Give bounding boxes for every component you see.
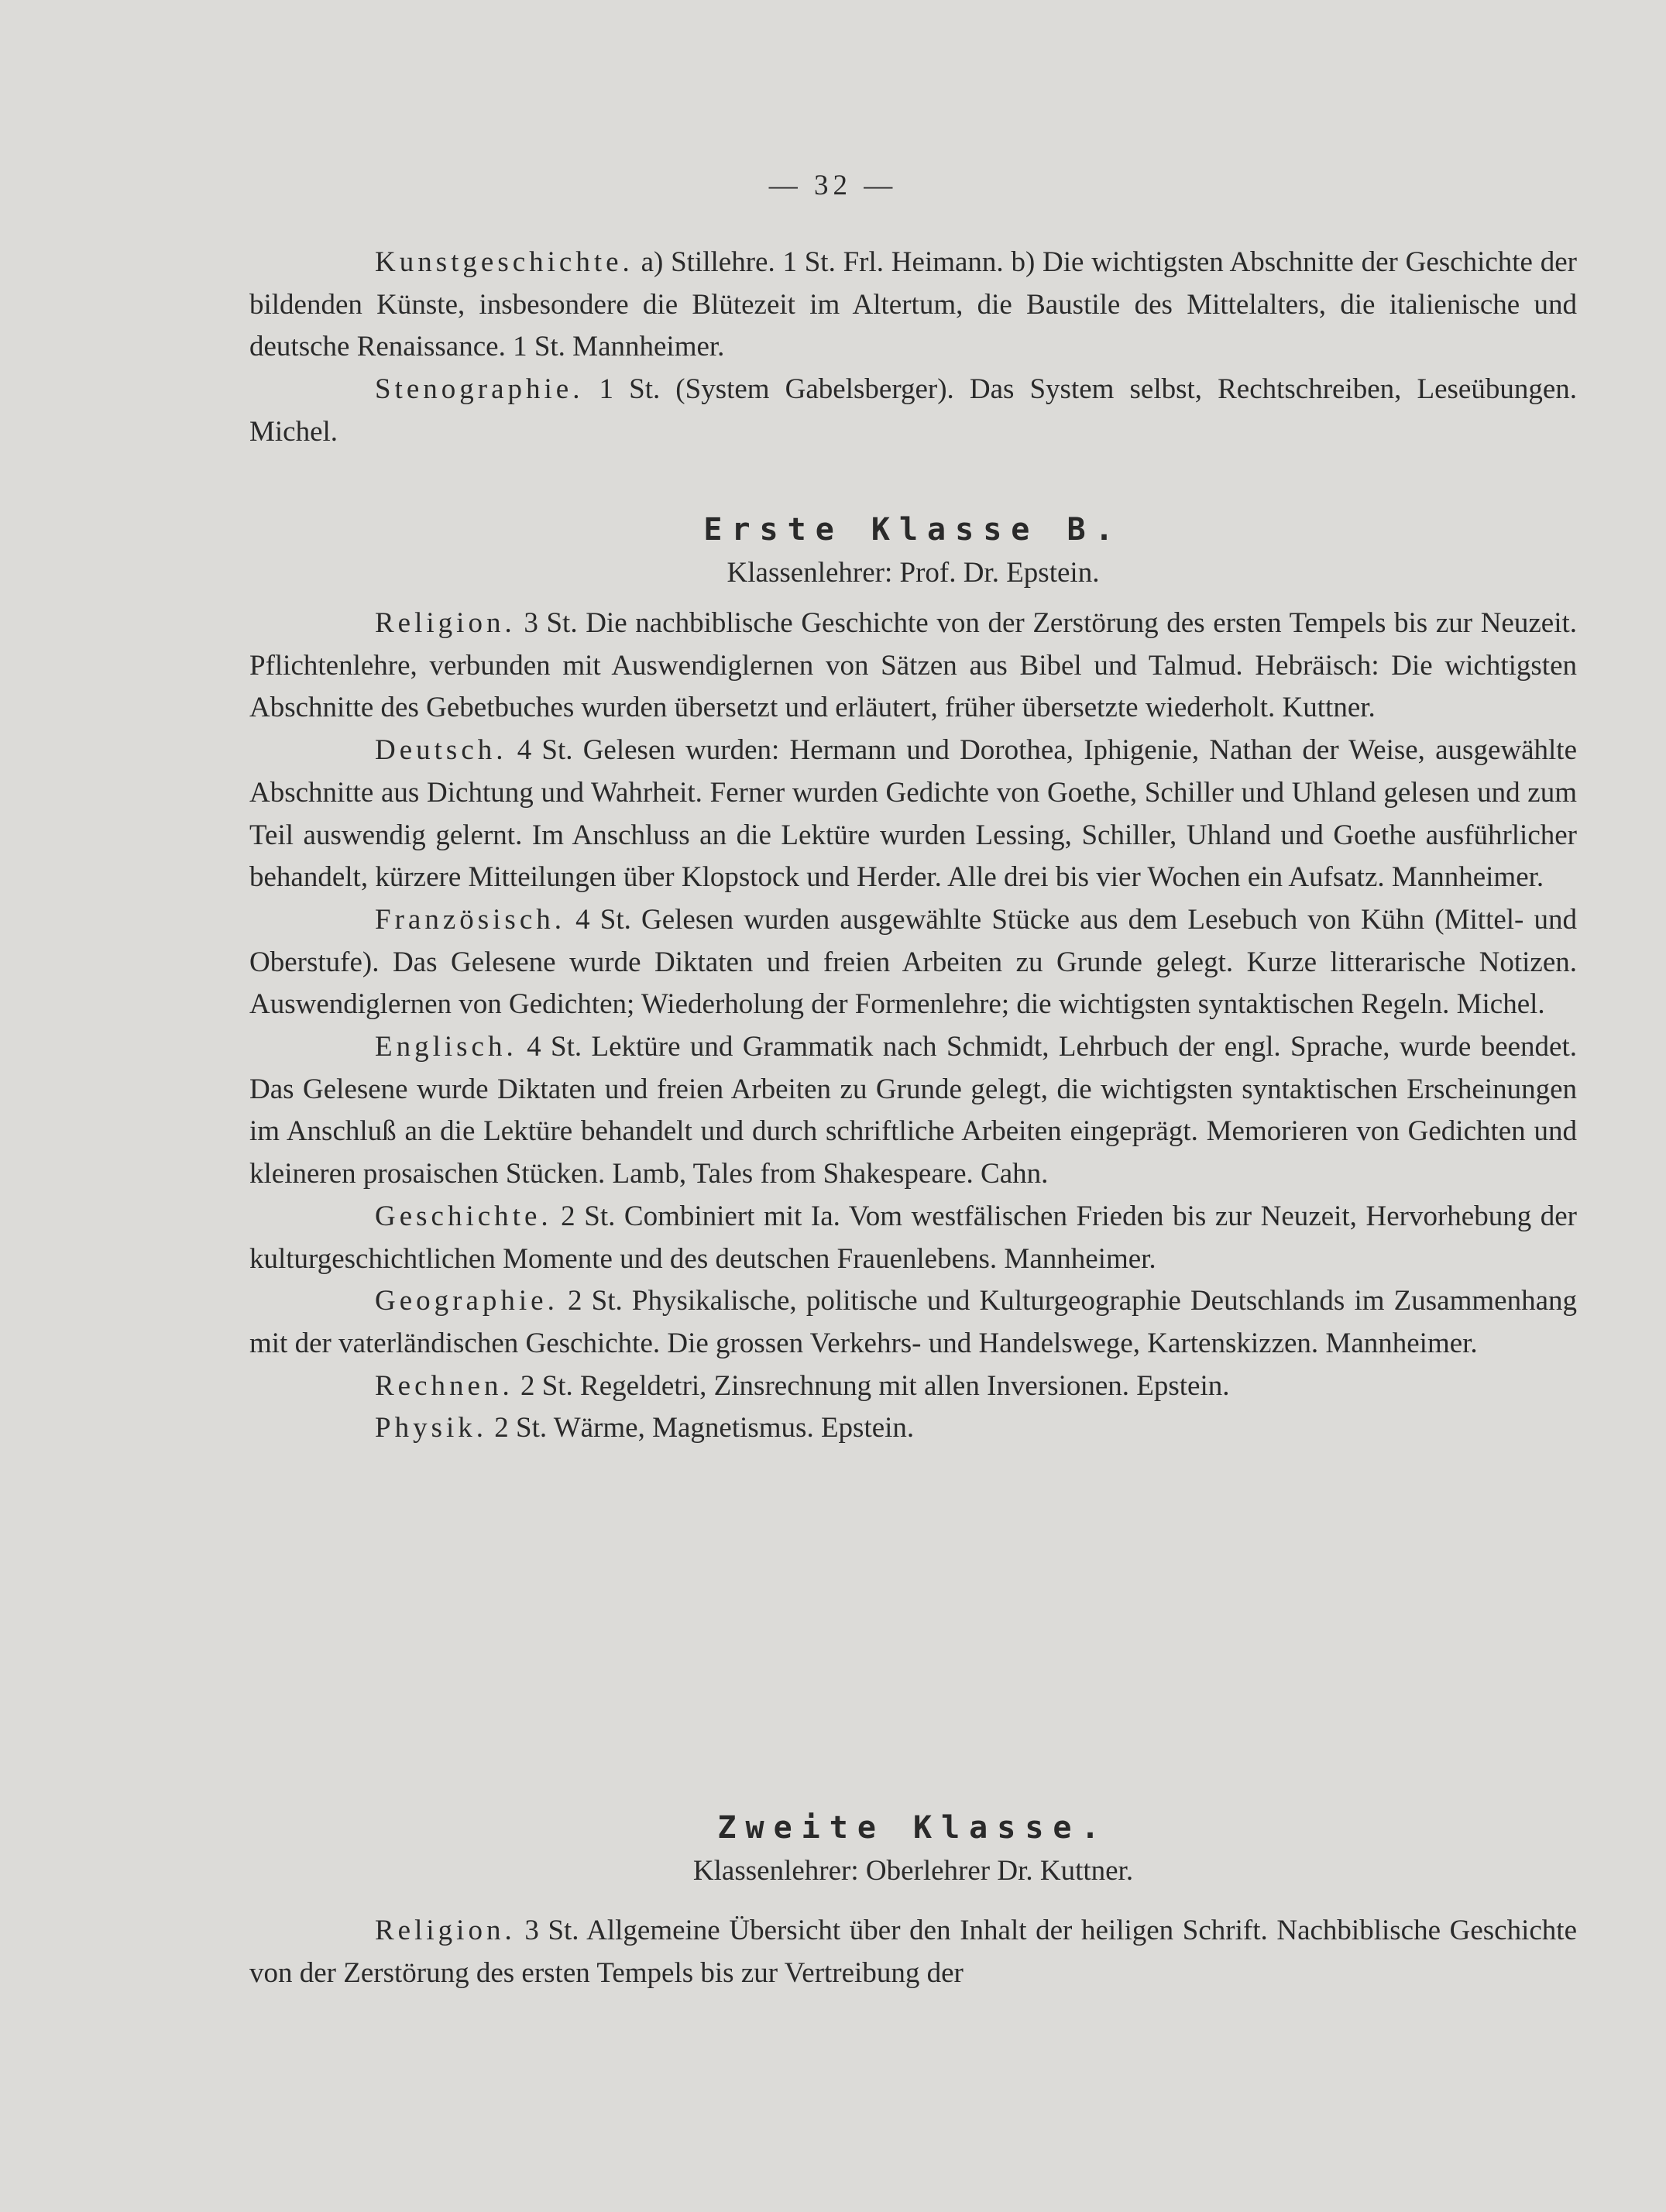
subject-title: Kunstgeschichte. [375, 246, 634, 278]
paragraph-religion-zweite [249, 1910, 1577, 1994]
paragraph-geographie [249, 1280, 1577, 1365]
paragraph-geschichte [249, 1196, 1577, 1280]
subject-title: Englisch. [375, 1031, 517, 1063]
subject-title: Deutsch. [375, 734, 507, 767]
paragraph-text: 3 St. Die nachbiblische Geschichte von der Zerstörung des ersten Tempels bis zur Neuzeit. Pflichtenlehre, verbunden mit Auswendiglernen von Sätzen aus Bibel und Talmud. Hebräisch: Die wichtigsten Abschnitte des Gebetbuches wurden übersetzt und erläutert, früher übersetzte wiederholt. Kuttner. [249, 607, 1577, 724]
paragraph-text: 4 St. Gelesen wurden ausgewählte Stücke aus dem Lesebuch von Kühn (Mittel- und Oberstufe). Das Gelesene wurde Diktaten und freien Arbeiten zu Grunde gelegt. Kurze litterarische Notizen. Auswendiglernen von Gedichten; Wiederholung der Formenlehre; die wichtigsten syntaktischen Regeln. Michel. [249, 903, 1577, 1021]
paragraph-kunstgeschichte [249, 242, 1577, 369]
paragraph-text: 2 St. Regeldetri, Zinsrechnung mit allen Inversionen. Epstein. [513, 1369, 1230, 1402]
paragraph-text: 4 St. Lektüre und Grammatik nach Schmidt, Lehrbuch der engl. Sprache, wurde beendet. Das Gelesene wurde Diktaten und freien Arbeiten zu Grunde gelegt, die wichtigsten syntaktischen Erscheinungen im Anschluß an die Lektüre behandelt und durch schriftliche Arbeiten eingeprägt. Memorieren von Gedichten und kleineren prosaischen Stücken. Lamb, Tales from Shakespeare. Cahn. [249, 1031, 1577, 1190]
subject-title: Geschichte. [375, 1200, 552, 1232]
block-1 [249, 242, 1577, 454]
paragraph-text: a) Stillehre. 1 St. Frl. Heimann. b) Die wichtigsten Abschnitte der Geschichte der bildenden Künste, insbesondere die Blütezeit im Altertum, die Baustile des Mittelalters, die italienische und deutsche Renaissance. 1 St. Mannheimer. [249, 246, 1577, 363]
section-zweite-klasse [249, 1806, 1577, 1893]
subject-title: Religion. [375, 1915, 516, 1946]
subject-title: Geographie. [375, 1285, 558, 1317]
paragraph-stenographie [249, 369, 1577, 453]
block-2 [249, 603, 1577, 1450]
page-number: — 32 — [768, 170, 898, 201]
paragraph-englisch [249, 1026, 1577, 1196]
subject-title: Religion. [375, 607, 516, 639]
section-erste-klasse-b [249, 508, 1577, 595]
paragraph-text: 1 St. (System Gabelsberger). Das System selbst, Rechtschreiben, Leseübungen. Michel. [249, 373, 1577, 448]
section-heading: Zweite Klasse. [717, 1810, 1109, 1846]
paragraph-text: 4 St. Gelesen wurden: Hermann und Dorothea, Iphigenie, Nathan der Weise, ausgewählte Abschnitte aus Dichtung und Wahrheit. Ferner wurden Gedichte von Goethe, Schiller und Uhland gelesen und zum Teil auswendig gelernt. Im Anschluss an die Lektüre wurden Lessing, Schiller, Uhland und Goethe ausführlicher behandelt, kürzere Mitteilungen über Klopstock und Herder. Alle drei bis vier Wochen ein Aufsatz. Mannheimer. [249, 734, 1577, 894]
block-3 [249, 1910, 1577, 1994]
class-teacher: Klassenlehrer: Oberlehrer Dr. Kuttner. [692, 1855, 1134, 1887]
paragraph-franzoesisch [249, 899, 1577, 1026]
paragraph-rechnen [249, 1365, 1577, 1408]
paragraph-deutsch [249, 730, 1577, 899]
paragraph-text: 2 St. Combiniert mit Ia. Vom westfälischen Frieden bis zur Neuzeit, Hervorhebung der kulturgeschichtlichen Momente und des deutschen Frauenlebens. Mannheimer. [249, 1200, 1577, 1275]
class-teacher: Klassenlehrer: Prof. Dr. Epstein. [727, 557, 1100, 589]
paragraph-text: 2 St. Physikalische, politische und Kulturgeographie Deutschlands im Zusammenhang mit der vaterländischen Geschichte. Die grossen Verkehrs- und Handelswege, Kartenskizzen. Mannheimer. [249, 1285, 1577, 1359]
paragraph-text: 2 St. Wärme, Magnetismus. Epstein. [487, 1412, 915, 1444]
subject-title: Stenographie. [375, 373, 584, 406]
paragraph-text: 3 St. Allgemeine Übersicht über den Inhalt der heiligen Schrift. Nachbiblische Geschichte von der Zerstörung des ersten Tempels bis zur Vertreibung der [249, 1915, 1577, 1989]
paragraph-physik [249, 1407, 1577, 1450]
paragraph-religion [249, 603, 1577, 730]
subject-title: Rechnen. [375, 1369, 514, 1402]
section-heading: Erste Klasse B. [703, 512, 1123, 548]
subject-title: Französisch. [375, 903, 565, 936]
subject-title: Physik. [375, 1412, 488, 1444]
